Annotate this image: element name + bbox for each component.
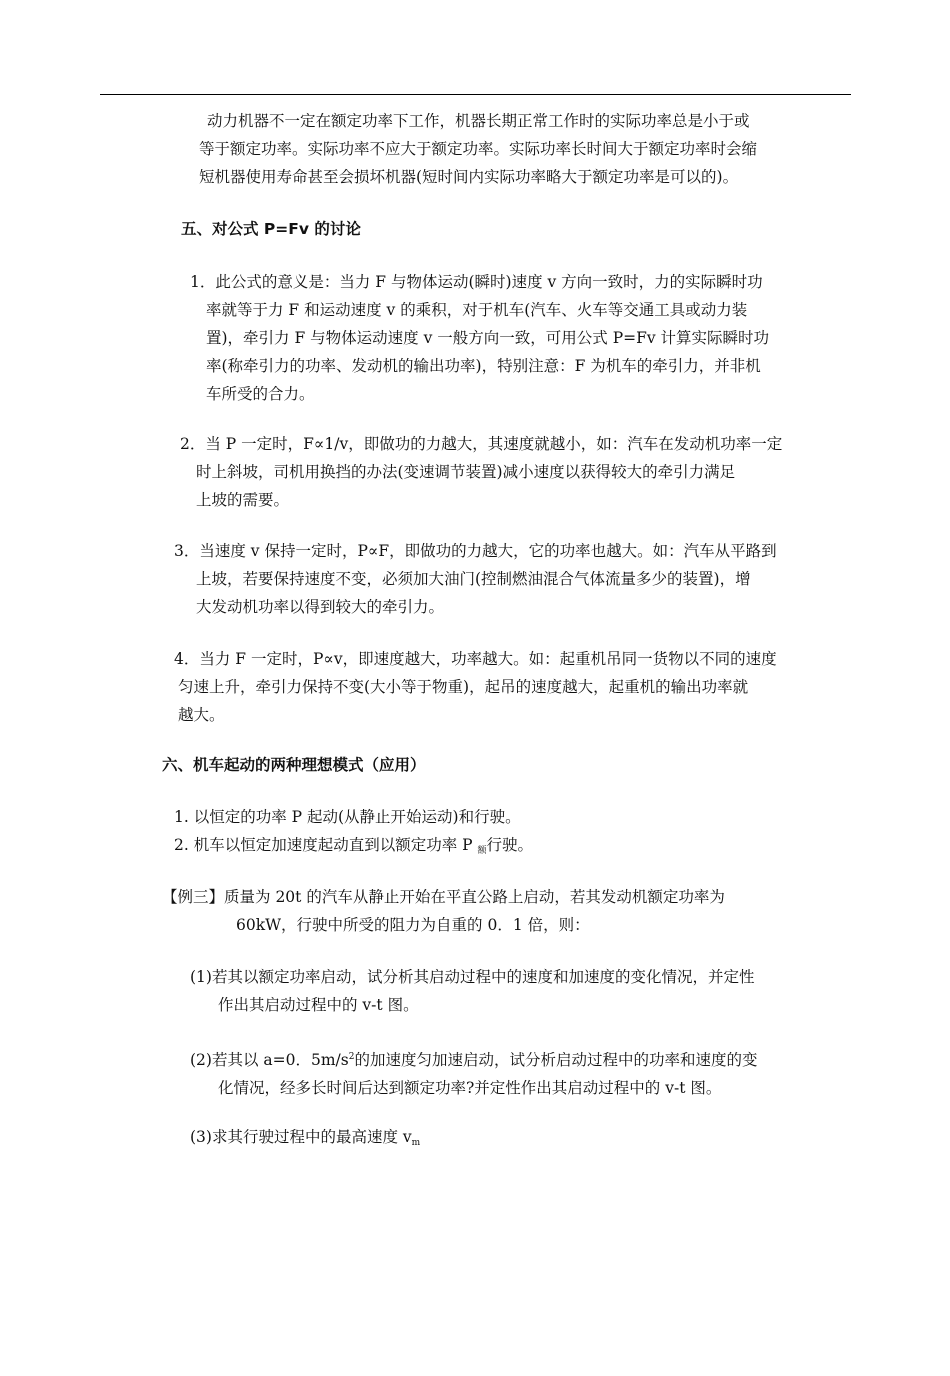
section-5-item-1 (190, 268, 769, 408)
text-line: 【例三】质量为 20t 的汽车从静止开始在平直公路上启动，若其发动机额定功率为 (162, 888, 725, 906)
text-line: (1)若其以额定功率启动，试分析其启动过程中的速度和加速度的变化情况，并定性 (190, 968, 755, 986)
text-line: 4．当力 F 一定时，P∝v，即速度越大，功率越大。如：起重机吊同一货物以不同的速度 (174, 650, 777, 668)
section-5-item-4 (174, 645, 777, 729)
text-line: 等于额定功率。实际功率不应大于额定功率。实际功率长时间大于额定功率时会缩 (199, 140, 758, 158)
text-line: 化情况，经多长时间后达到额定功率?并定性作出其启动过程中的 v-t 图。 (218, 1079, 722, 1097)
text-line: 2．当 P 一定时，F∝1/v，即做功的力越大，其速度就越小，如：汽车在发动机功率一定 (180, 435, 783, 453)
text-line: 60kW，行驶中所受的阻力为自重的 0．1 倍，则： (236, 916, 590, 934)
text-line: 率就等于力 F 和运动速度 v 的乘积，对于机车(汽车、火车等交通工具或动力装 (206, 301, 748, 319)
text-line: (3)求其行驶过程中的最高速度 $v_m$ (190, 1128, 421, 1148)
text-line: 车所受的合力。 (206, 385, 315, 403)
text-line: 大发动机功率以得到较大的牵引力。 (196, 598, 445, 616)
text-line: 短机器使用寿命甚至会损坏机器(短时间内实际功率略大于额定功率是可以的)。 (199, 168, 739, 186)
question-2 (190, 1043, 757, 1102)
section-5-item-2 (180, 430, 782, 514)
text-line: 上坡的需要。 (196, 491, 290, 509)
section-6-heading: 六、机车起动的两种理想模式（应用） (162, 756, 426, 774)
list-item: 2. 机车以恒定加速度起动直到以额定功率 P $_额$行驶。 (174, 836, 534, 856)
text-line: 越大。 (178, 706, 225, 724)
intro-paragraph (199, 107, 757, 191)
list-item: 1. 以恒定的功率 P 起动(从静止开始运动)和行驶。 (174, 808, 521, 826)
section-5-item-3 (174, 537, 777, 621)
text-line: 时上斜坡，司机用换挡的办法(变速调节装置)减小速度以获得较大的牵引力满足 (196, 463, 736, 481)
example-tag: 【例三】 (162, 888, 225, 906)
question-3 (190, 1123, 420, 1157)
text-line: 1．此公式的意义是：当力 F 与物体运动(瞬时)速度 v 方向一致时，力的实际瞬时功 (190, 273, 763, 291)
text-line: 动力机器不一定在额定功率下工作，机器长期正常工作时的实际功率总是小于或 (207, 112, 750, 130)
text-line: 3．当速度 v 保持一定时，P∝F，即做功的力越大，它的功率也越大。如：汽车从平路到 (174, 542, 777, 560)
example-3 (162, 883, 725, 939)
text-line: 作出其启动过程中的 v-t 图。 (218, 996, 419, 1014)
section-5-heading: 五、对公式 P=Fv 的讨论 (181, 220, 361, 238)
section-6-list (174, 803, 533, 865)
text-line: 匀速上升，牵引力保持不变(大小等于物重)，起吊的速度越大，起重机的输出功率就 (178, 678, 749, 696)
header-rule (100, 94, 851, 95)
text-line: 置)，牵引力 F 与物体运动速度 v 一般方向一致，可用公式 P=Fv 计算实际瞬时功 (206, 329, 770, 347)
text-line: 上坡，若要保持速度不变，必须加大油门(控制燃油混合气体流量多少的装置)，增 (196, 570, 751, 588)
question-1 (190, 963, 754, 1019)
text-line: 率(称牵引力的功率、发动机的输出功率)，特别注意：F 为机车的牵引力，并非机 (206, 357, 761, 375)
text-line: (2)若其以 a=0．$5m/s^2$的加速度匀加速启动，试分析启动过程中的功率和速度的变 (190, 1051, 758, 1069)
